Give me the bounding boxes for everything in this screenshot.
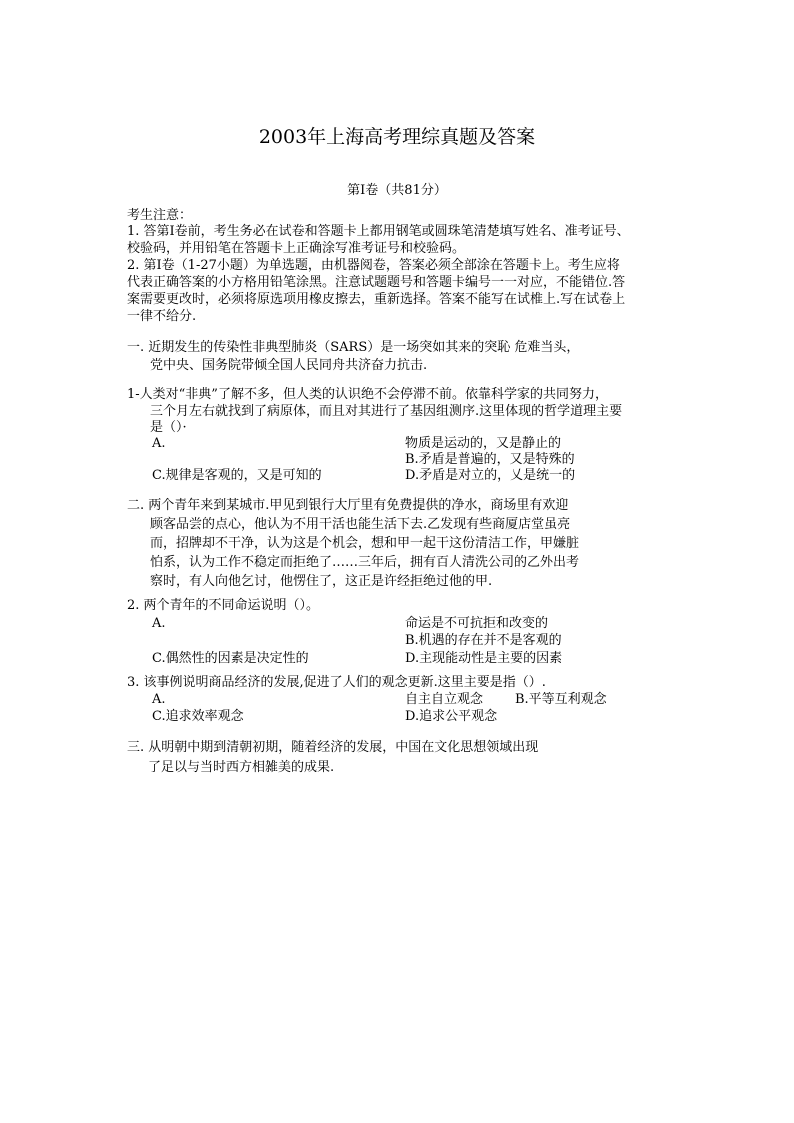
section-two-line: 怕系，认为工作不稳定而拒绝了……三年后，拥有百人清洗公司的乙外出考 xyxy=(150,555,580,570)
option-d: D.主现能动性是主要的因素 xyxy=(405,651,563,666)
page-title: 2003年上海高考理综真题及答案 xyxy=(258,126,536,148)
option-b: B.矛盾是普遍的，又是特殊的 xyxy=(405,452,575,467)
notice-line: 1. 答第I卷前，考生务必在试卷和答题卡上都用钢笔或圆珠笔清楚填写姓名、准考证号、 xyxy=(127,224,630,239)
option-a-label: A. xyxy=(152,436,166,451)
notice-heading: 考生注意： xyxy=(127,208,193,223)
question-stem: 3. 该事例说明商品经济的发展,促进了人们的观念更新.这里主要是指（）. xyxy=(127,675,546,690)
option-c: C.偶然性的因素是决定性的 xyxy=(152,651,309,666)
question-stem: 三个月左右就找到了病原体，而且对其进行了基因组测序.这里体现的哲学道理主要 xyxy=(150,404,623,419)
question-stem: 是（）· xyxy=(150,420,187,435)
notice-line: 校验码，并用铅笔在答题卡上正确涂写准考证号和校验码。 xyxy=(127,241,466,256)
option-a-label: A. xyxy=(152,692,166,707)
section-subtitle: 第I卷（共81分） xyxy=(347,183,447,198)
option-b: B.平等互利观念 xyxy=(515,692,607,707)
section-two-line: 而，招牌却不干净，认为这是个机会，想和甲一起干这份清洁工作，甲嫌脏 xyxy=(150,536,580,551)
section-two-line: 顾客品尝的点心，他认为不用干活也能生活下去.乙发现有些商厦店堂虽亮 xyxy=(150,517,571,532)
option-a-text: 物质是运动的，又是静止的 xyxy=(405,436,562,451)
question-stem: 1-人类对“非典”了解不多，但人类的认识绝不会停滞不前。依靠科学家的共同努力， xyxy=(127,387,608,402)
option-b: B.机遇的存在并不是客观的 xyxy=(405,633,562,648)
option-c: C.规律是客观的，又是可知的 xyxy=(152,468,322,483)
notice-line: 2. 第I卷（1-27小题）为单选题，由机器阅卷，答案必须全部涂在答题卡上。考生应将 xyxy=(127,258,620,273)
option-a-label: A. xyxy=(152,616,166,631)
notice-line: 案需要更改时，必须将原选项用橡皮擦去，重新选择。答案不能写在试椎上.写在试卷上 xyxy=(127,292,626,307)
section-one-line: 党中央、国务院带倾全国人民同舟共济奋力抗击. xyxy=(150,358,428,373)
section-one-line: 一. 近期发生的传染性非典型肺炎（SARS）是一场突如其来的突恥 危难当头， xyxy=(127,340,580,355)
option-c: C.追求效率观念 xyxy=(152,709,244,724)
section-two-line: 二. 两个青年来到某城市.甲见到银行大厅里有免费提供的净水，商场里有欢迎 xyxy=(127,498,569,513)
option-d: D.追求公平观念 xyxy=(405,709,498,724)
option-a-text: 命运是不可抗拒和改变的 xyxy=(405,616,549,631)
section-two-line: 察时，有人向他乞讨，他愣住了，这正是许经拒绝过他的甲. xyxy=(150,574,493,589)
section-three-line: 了足以与当时西方相雑美的成果. xyxy=(148,760,335,775)
option-a-text: 自主自立观念 xyxy=(405,692,484,707)
option-d: D.矛盾是对立的，乂是统一的 xyxy=(405,468,576,483)
notice-line: 代表正确答案的小方格用铅笔涂黑。注意试题题号和答题卡编号一一对应，不能错位.答 xyxy=(127,275,626,290)
notice-line: 一律不给分. xyxy=(127,309,197,324)
section-three-line: 三. 从明朝中期到清朝初期，随着经济的发展，中国在文化思想领域出现 xyxy=(127,740,539,755)
question-stem: 2. 两个青年的不同命运说明（）。 xyxy=(127,598,320,613)
